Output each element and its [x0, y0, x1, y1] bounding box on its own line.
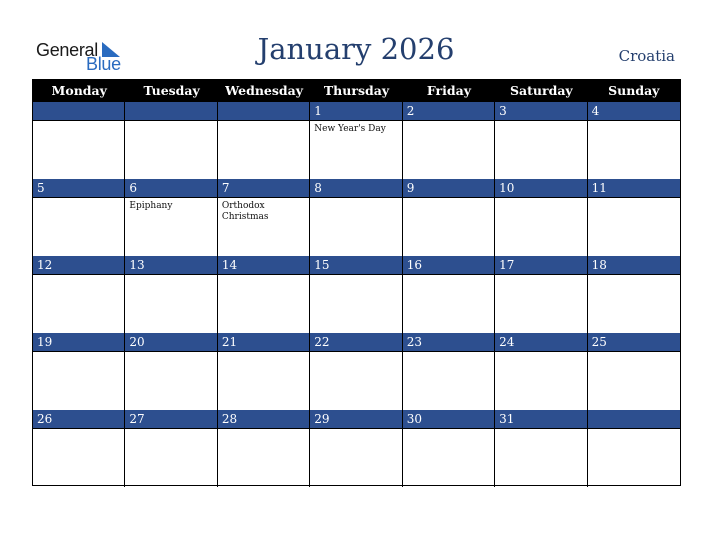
- holiday-label: [495, 429, 586, 432]
- day-number: 27: [125, 410, 216, 429]
- calendar-day-cell: [495, 256, 587, 333]
- holiday-label: [218, 352, 309, 355]
- logo-blue-text: Blue: [86, 54, 121, 74]
- calendar-day-cell: [588, 256, 680, 333]
- holiday-label: [218, 121, 309, 124]
- calendar-day-cell: [403, 179, 495, 256]
- holiday-label: [310, 429, 401, 432]
- calendar-week-row: [33, 256, 680, 333]
- day-number: 11: [588, 179, 680, 198]
- holiday-label: New Year's Day: [314, 124, 386, 134]
- holiday-label: [310, 352, 401, 355]
- calendar-day-cell: [310, 333, 402, 410]
- weekday-header: Monday: [51, 83, 107, 98]
- day-number: 9: [403, 179, 494, 198]
- page-title: January 2026: [257, 32, 455, 66]
- holiday-label: [495, 121, 586, 124]
- calendar-day-cell: [218, 179, 310, 256]
- day-number: 25: [588, 333, 680, 352]
- holiday-label: [33, 198, 124, 201]
- holiday-label: [33, 275, 124, 278]
- holiday-label: [33, 429, 124, 432]
- holiday-label: [310, 275, 401, 278]
- day-number: 28: [218, 410, 309, 429]
- holiday-label: [125, 121, 216, 124]
- calendar-day-cell: [495, 410, 587, 487]
- calendar-week-row: [33, 179, 680, 256]
- holiday-label: [588, 352, 680, 355]
- calendar-day-cell: [588, 102, 680, 179]
- day-number: 15: [310, 256, 401, 275]
- day-number: 7: [218, 179, 309, 198]
- holiday-label: [403, 121, 494, 124]
- holiday-label: [125, 429, 216, 432]
- weekday-header-row: [33, 80, 680, 102]
- weekday-header: Sunday: [608, 83, 660, 98]
- calendar-day-cell: [33, 256, 125, 333]
- day-number: 2: [403, 102, 494, 121]
- holiday-label: [403, 429, 494, 432]
- calendar-day-cell: [125, 256, 217, 333]
- weekday-header: Saturday: [510, 83, 573, 98]
- day-number: 24: [495, 333, 586, 352]
- calendar-day-cell: [310, 102, 402, 179]
- holiday-label: Epiphany: [129, 201, 173, 211]
- day-number: 18: [588, 256, 680, 275]
- calendar-day-cell: [588, 410, 680, 487]
- day-number: 26: [33, 410, 124, 429]
- day-number: 22: [310, 333, 401, 352]
- country-label: Croatia: [618, 47, 675, 65]
- day-number: [125, 102, 216, 121]
- calendar-day-cell: [588, 333, 680, 410]
- holiday-label: [588, 198, 680, 201]
- calendar-day-cell: [310, 410, 402, 487]
- day-number: 8: [310, 179, 401, 198]
- day-number: 1: [310, 102, 401, 121]
- day-number: [218, 102, 309, 121]
- day-number: 6: [125, 179, 216, 198]
- day-number: 31: [495, 410, 586, 429]
- calendar-week-row: [33, 410, 680, 487]
- calendar-day-cell: [33, 179, 125, 256]
- holiday-label: [125, 275, 216, 278]
- holiday-label: Orthodox Christmas: [221, 201, 269, 222]
- calendar-day-cell: [403, 333, 495, 410]
- day-number: 23: [403, 333, 494, 352]
- weekday-header: Friday: [426, 83, 471, 98]
- holiday-label: [403, 275, 494, 278]
- holiday-label: [588, 429, 680, 432]
- day-number: 3: [495, 102, 586, 121]
- calendar-day-cell: [218, 410, 310, 487]
- day-number: 13: [125, 256, 216, 275]
- holiday-label: [125, 352, 216, 355]
- calendar-day-cell: [495, 102, 587, 179]
- day-number: 17: [495, 256, 586, 275]
- day-number: 10: [495, 179, 586, 198]
- calendar-day-cell: [403, 410, 495, 487]
- calendar-day-cell: [218, 102, 310, 179]
- holiday-label: [33, 352, 124, 355]
- day-number: [588, 410, 680, 429]
- holiday-label: [495, 198, 586, 201]
- calendar-week-row: [33, 102, 680, 179]
- logo-general-text: General: [36, 40, 98, 60]
- day-number: 21: [218, 333, 309, 352]
- day-number: 30: [403, 410, 494, 429]
- day-number: 29: [310, 410, 401, 429]
- day-number: 14: [218, 256, 309, 275]
- day-number: [33, 102, 124, 121]
- holiday-label: [588, 275, 680, 278]
- day-number: 4: [588, 102, 680, 121]
- calendar-day-cell: [125, 333, 217, 410]
- calendar-day-cell: [125, 410, 217, 487]
- holiday-label: [218, 429, 309, 432]
- weekday-header: Wednesday: [225, 83, 304, 98]
- calendar-week-row: [33, 333, 680, 410]
- weekday-header: Thursday: [323, 83, 390, 98]
- day-number: 12: [33, 256, 124, 275]
- holiday-label: [403, 198, 494, 201]
- calendar-day-cell: [218, 333, 310, 410]
- calendar-day-cell: [495, 333, 587, 410]
- holiday-label: [588, 121, 680, 124]
- calendar-day-cell: [310, 179, 402, 256]
- holiday-label: [310, 198, 401, 201]
- calendar-day-cell: [403, 256, 495, 333]
- weekday-header: Tuesday: [143, 83, 200, 98]
- day-number: 20: [125, 333, 216, 352]
- calendar-day-cell: [218, 256, 310, 333]
- calendar-day-cell: [588, 179, 680, 256]
- calendar-day-cell: [125, 179, 217, 256]
- day-number: 19: [33, 333, 124, 352]
- holiday-label: [495, 275, 586, 278]
- holiday-label: [218, 275, 309, 278]
- holiday-label: [33, 121, 124, 124]
- calendar-grid: [32, 79, 681, 486]
- calendar-day-cell: [33, 102, 125, 179]
- calendar-day-cell: [33, 333, 125, 410]
- day-number: 16: [403, 256, 494, 275]
- calendar-day-cell: [310, 256, 402, 333]
- holiday-label: [495, 352, 586, 355]
- calendar-day-cell: [125, 102, 217, 179]
- calendar-day-cell: [403, 102, 495, 179]
- calendar-day-cell: [33, 410, 125, 487]
- holiday-label: [403, 352, 494, 355]
- calendar-day-cell: [495, 179, 587, 256]
- day-number: 5: [33, 179, 124, 198]
